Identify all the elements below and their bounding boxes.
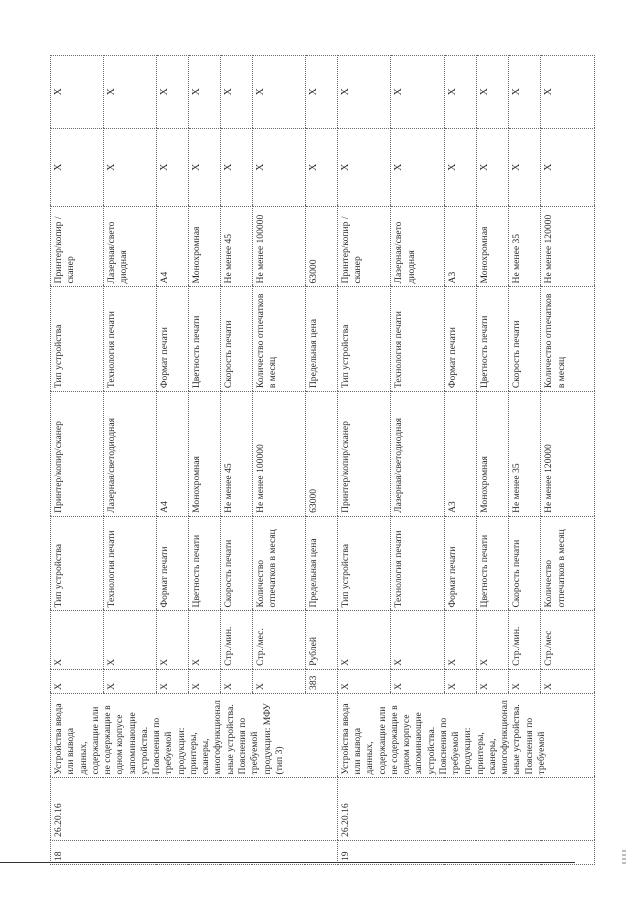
table-cell-c5: X xyxy=(188,611,220,669)
table-cell-c11: X xyxy=(220,56,252,129)
table-cell-c6: Тип устройства xyxy=(337,516,390,611)
table-cell-c5: X xyxy=(444,611,476,669)
table-cell-c8: Формат печати xyxy=(156,287,188,392)
table-cell-c10: X xyxy=(444,128,476,206)
rotated-table-region xyxy=(50,55,595,865)
table-cell-c9: Не менее 45 xyxy=(220,207,252,287)
table-cell-c8: Скорость печати xyxy=(220,287,252,392)
table-cell-c6: Формат печати xyxy=(444,516,476,611)
table-cell-c5: X xyxy=(103,611,156,669)
table-cell-c7: Не менее 120000 xyxy=(541,392,595,517)
table-cell-c6: Предельная цена xyxy=(305,516,337,611)
row-number-cell: 19 xyxy=(337,840,594,864)
table-cell-c4: X xyxy=(444,669,476,693)
table-cell-c4: X xyxy=(188,669,220,693)
table-cell-c5: X xyxy=(476,611,508,669)
requirements-table xyxy=(50,55,595,865)
table-cell-c9: A3 xyxy=(444,207,476,287)
table-cell-c11: X xyxy=(476,56,508,129)
table-cell-c5: Стр./мес xyxy=(541,611,595,669)
scan-edge-mark xyxy=(622,850,626,866)
okpd-code-cell: 26.20.16 xyxy=(337,778,594,840)
table-cell-c10: X xyxy=(476,128,508,206)
table-cell-c4: 383 xyxy=(305,669,337,693)
table-cell-c8: Скорость печати xyxy=(509,287,541,392)
table-cell-c8: Количество отпечатков в месяц xyxy=(252,287,305,392)
table-cell-c11: X xyxy=(252,56,305,129)
table-cell-c8: Предельная цена xyxy=(305,287,337,392)
table-cell-c4: X xyxy=(337,669,390,693)
table-cell-c6: Технология печати xyxy=(391,516,444,611)
table-cell-c9: Принтер/копир /сканер xyxy=(51,207,104,287)
table-cell-c10: X xyxy=(391,128,444,206)
table-cell-c6: Тип устройства xyxy=(51,516,104,611)
table-row xyxy=(337,56,390,865)
table-cell-c4: X xyxy=(541,669,595,693)
table-cell-c7: Не менее 35 xyxy=(509,392,541,517)
table-cell-c7: Принтер/копир/сканер xyxy=(337,392,390,517)
table-cell-c5: X xyxy=(337,611,390,669)
table-cell-c10: X xyxy=(103,128,156,206)
table-cell-c7: A4 xyxy=(156,392,188,517)
table-cell-c8: Цветность печати xyxy=(476,287,508,392)
table-cell-c9: Не менее 35 xyxy=(509,207,541,287)
table-cell-c5: Стр./мин. xyxy=(220,611,252,669)
table-cell-c11: X xyxy=(391,56,444,129)
table-cell-c10: X xyxy=(220,128,252,206)
table-cell-c10: X xyxy=(156,128,188,206)
table-cell-c9: Принтер/копир /сканер xyxy=(337,207,390,287)
table-cell-c7: Не менее 45 xyxy=(220,392,252,517)
table-cell-c6: Технология печати xyxy=(103,516,156,611)
table-cell-c9: Монохромная xyxy=(188,207,220,287)
table-cell-c9: A4 xyxy=(156,207,188,287)
table-cell-c11: X xyxy=(103,56,156,129)
table-cell-c9: Лазерная/свето диодная xyxy=(103,207,156,287)
table-cell-c6: Количество отпечатков в месяц xyxy=(252,516,305,611)
table-cell-c5: Стр./мес. xyxy=(252,611,305,669)
table-cell-c6: Скорость печати xyxy=(220,516,252,611)
okpd-code-cell: 26.20.16 xyxy=(51,778,338,840)
table-cell-c4: X xyxy=(509,669,541,693)
table-cell-c7: Лазерная/светодиодная xyxy=(391,392,444,517)
table-cell-c5: X xyxy=(156,611,188,669)
row-number-cell: 18 xyxy=(51,840,338,864)
table-cell-c8: Технология печати xyxy=(391,287,444,392)
table-cell-c4: X xyxy=(51,669,104,693)
table-cell-c7: Монохромная xyxy=(476,392,508,517)
table-cell-c7: Не менее 100000 xyxy=(252,392,305,517)
table-cell-c10: X xyxy=(541,128,595,206)
table-cell-c7: Принтер/копир/сканер xyxy=(51,392,104,517)
table-cell-c4: X xyxy=(391,669,444,693)
table-cell-c4: X xyxy=(103,669,156,693)
table-cell-c8: Формат печати xyxy=(444,287,476,392)
table-cell-c11: X xyxy=(337,56,390,129)
table-cell-c7: 63000 xyxy=(305,392,337,517)
table-cell-c6: Скорость печати xyxy=(509,516,541,611)
table-cell-c5: Стр./мин. xyxy=(509,611,541,669)
table-cell-c11: X xyxy=(188,56,220,129)
product-name-cell: Устройства ввода или вывода данных, содержащие или не содержащие в одном корпусе запоминающие устройства. Пояснения по требуемой продукции: принтеры, сканеры, многофункциональные устройства. Пояснения по требуемой продукции: МФУ (тип 3) xyxy=(51,693,338,778)
table-cell-c6: Формат печати xyxy=(156,516,188,611)
table-cell-c6: Количество отпечатков в месяц xyxy=(541,516,595,611)
table-cell-c7: A3 xyxy=(444,392,476,517)
table-cell-c10: X xyxy=(509,128,541,206)
table-cell-c11: X xyxy=(509,56,541,129)
table-cell-c6: Цветность печати xyxy=(188,516,220,611)
product-name-cell: Устройства ввода или вывода данных, содержащие или не содержащие в одном корпусе запоминающие устройства. Пояснения по требуемой продукции: принтеры, сканеры, многофункциональные устройства. Пояснения по требуемой xyxy=(337,693,594,778)
table-cell-c9: 63000 xyxy=(305,207,337,287)
table-cell-c7: Лазерная/светодиодная xyxy=(103,392,156,517)
table-cell-c10: X xyxy=(252,128,305,206)
table-cell-c11: X xyxy=(156,56,188,129)
table-cell-c4: X xyxy=(252,669,305,693)
table-cell-c7: Монохромная xyxy=(188,392,220,517)
page-bottom-rule xyxy=(0,862,575,863)
table-cell-c8: Тип устройства xyxy=(51,287,104,392)
table-cell-c10: X xyxy=(188,128,220,206)
table-cell-c8: Количество отпечатков в месяц xyxy=(541,287,595,392)
table-cell-c9: Лазерная/свето диодная xyxy=(391,207,444,287)
table-cell-c9: Не менее 100000 xyxy=(252,207,305,287)
table-row xyxy=(51,56,104,865)
table-cell-c11: X xyxy=(541,56,595,129)
table-cell-c5: X xyxy=(391,611,444,669)
table-cell-c8: Тип устройства xyxy=(337,287,390,392)
table-cell-c10: X xyxy=(51,128,104,206)
table-cell-c4: X xyxy=(476,669,508,693)
table-cell-c10: X xyxy=(337,128,390,206)
table-cell-c8: Технология печати xyxy=(103,287,156,392)
table-cell-c4: X xyxy=(156,669,188,693)
table-cell-c9: Монохромная xyxy=(476,207,508,287)
table-cell-c11: X xyxy=(51,56,104,129)
table-cell-c9: Не менее 120000 xyxy=(541,207,595,287)
table-cell-c11: X xyxy=(444,56,476,129)
table-cell-c11: X xyxy=(305,56,337,129)
table-cell-c5: X xyxy=(51,611,104,669)
table-cell-c4: X xyxy=(220,669,252,693)
table-cell-c10: X xyxy=(305,128,337,206)
table-cell-c8: Цветность печати xyxy=(188,287,220,392)
table-cell-c6: Цветность печати xyxy=(476,516,508,611)
table-cell-c5: Рублей xyxy=(305,611,337,669)
